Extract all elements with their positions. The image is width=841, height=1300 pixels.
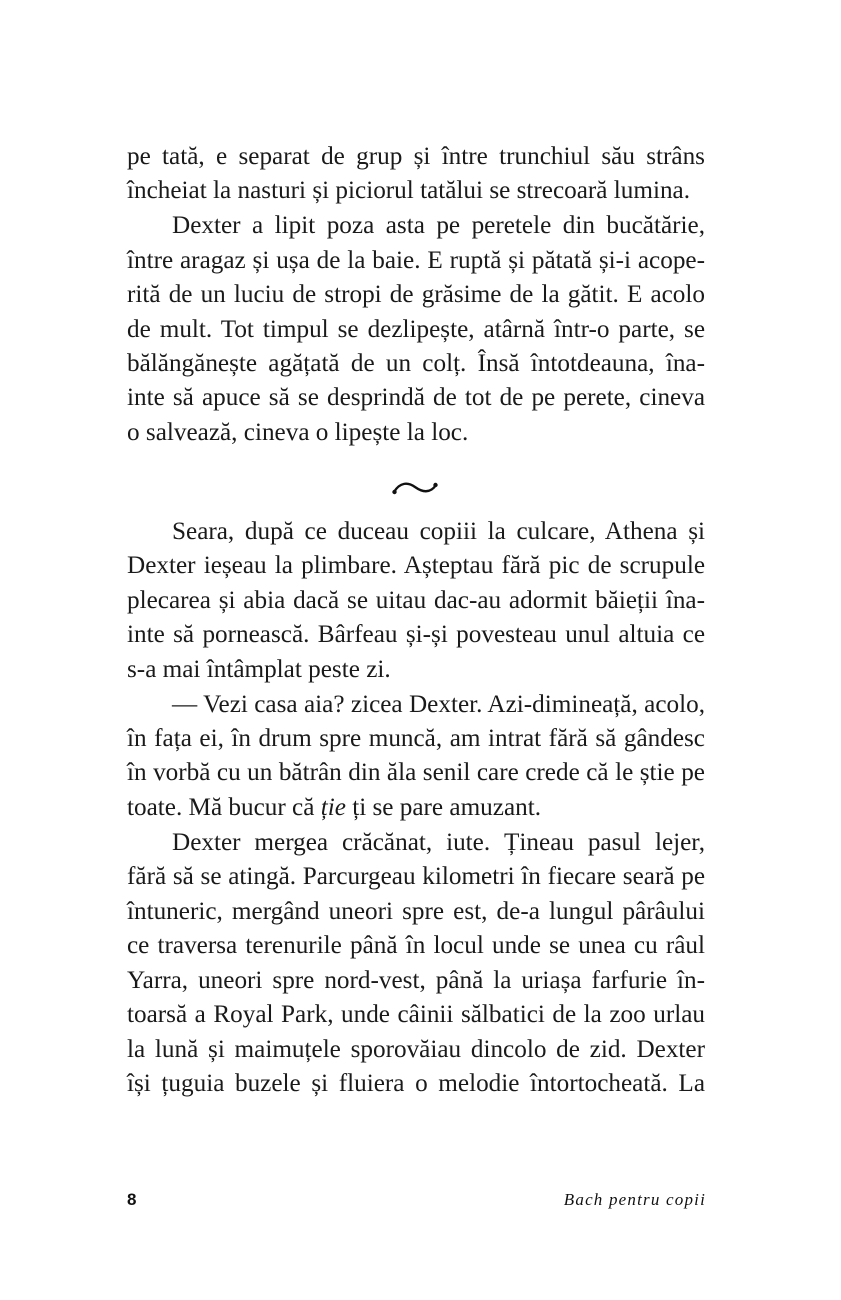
tilde-flourish-icon [390, 476, 440, 500]
text-segment: toate. Mă bucur că [127, 794, 321, 821]
text-line: de mult. Tot timpul se dezlipește, atârnă într-o parte, se [127, 316, 705, 343]
text-line: rită de un luciu de stropi de grăsime de la gătit. E acolo [127, 281, 705, 308]
text-line: în fața ei, în drum spre muncă, am intrat fără să gândesc [127, 725, 705, 752]
italic-word: ție [320, 794, 346, 821]
dialogue-line: — Vezi casa aia? zicea Dexter. Azi-dimineață, acolo, [172, 691, 705, 718]
text-line: inte să pornească. Bârfeau și-și povesteau unul altuia ce [127, 621, 705, 648]
text-segment: ți se pare amuzant. [345, 794, 542, 821]
running-title: Bach pentru copii [563, 1190, 706, 1209]
text-line: fără să se atingă. Parcurgeau kilometri în fiecare seară pe [127, 863, 705, 890]
text-line: bălăngănește agățată de un colț. Însă întotdeauna, îna- [127, 350, 705, 377]
text-line: o salvează, cineva o lipește la loc. [127, 419, 469, 446]
text-line: s-a mai întâmplat peste zi. [127, 656, 391, 683]
text-line: Dexter a lipit poza asta pe peretele din bucătărie, [172, 212, 705, 239]
text-line: își țuguia buzele și fluiera o melodie întortocheată. La [127, 1070, 705, 1097]
text-line: întuneric, mergând uneori spre est, de-a lungul pârâului [127, 898, 705, 925]
text-line: ce traversa terenurile până în locul unde se unea cu râul [127, 932, 705, 959]
text-line: pe tată, e separat de grup și între trunchiul său strâns [127, 143, 705, 170]
text-line: Yarra, uneori spre nord-vest, până la uriașa farfurie în- [127, 967, 705, 994]
text-line: în vorbă cu un bătrân din ăla senil care crede că le știe pe [127, 759, 705, 786]
text-line: Seara, după ce duceau copiii la culcare, Athena și [172, 518, 705, 545]
text-line: la lună și maimuțele sporovăiau dincolo de zid. Dexter [127, 1036, 705, 1063]
text-line: Dexter mergea crăcănat, iute. Țineau pasul lejer, [172, 829, 705, 856]
page-number: 8 [127, 1190, 137, 1209]
text-line: Dexter ieșeau la plimbare. Așteptau fără pic de scrupule [127, 552, 705, 579]
text-line: inte să apuce să se desprindă de tot de pe perete, cineva [127, 384, 705, 411]
text-line: între aragaz și ușa de la baie. E ruptă și pătată și-i acope- [127, 247, 705, 274]
text-line: încheiat la nasturi și piciorul tatălui se strecoară lumina. [127, 177, 691, 204]
text-line: plecarea și abia dacă se uitau dac-au adormit băieții îna- [127, 587, 705, 614]
text-line [127, 791, 705, 825]
text-line: toarsă a Royal Park, unde câinii sălbatici de la zoo urlau [127, 1001, 705, 1028]
